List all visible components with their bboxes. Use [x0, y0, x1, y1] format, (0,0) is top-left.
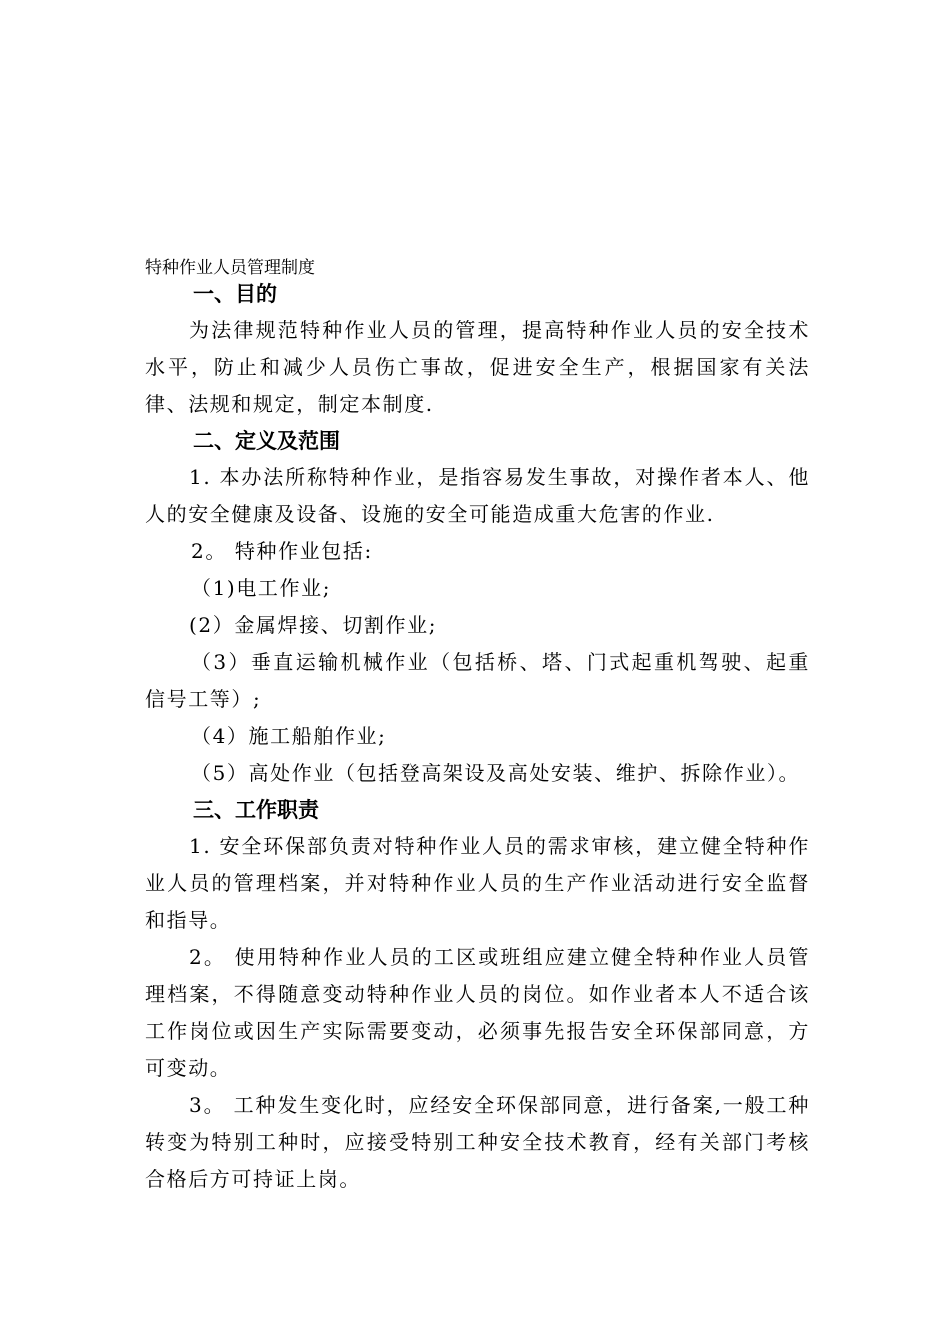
section-heading-purpose: 一、目的 [193, 282, 277, 306]
scope-item-electrical: （1)电工作业; [191, 576, 332, 600]
scope-item-welding: (2）金属焊接、切割作业; [189, 613, 438, 637]
document-body [145, 276, 810, 1198]
section-heading-responsibilities: 三、工作职责 [193, 798, 319, 822]
document-title: 特种作业人员管理制度 [145, 258, 315, 278]
scope-intro-paragraph: 2。 特种作业包括: [191, 539, 373, 563]
responsibility-paragraph-2: 2。 使用特种作业人员的工区或班组应建立健全特种作业人员管理档案，不得随意变动特种作业人员的岗位。如作业者本人不适合该工作岗位或因生产实际需要变动，必须事先报告安全环保部同意，方可变动。 [145, 945, 810, 1080]
purpose-paragraph: 为法律规范特种作业人员的管理，提高特种作业人员的安全技术水平，防止和减少人员伤亡事故，促进安全生产，根据国家有关法律、法规和规定，制定本制度. [145, 318, 810, 416]
scope-item-height-work: （5）高处作业（包括登高架设及高处安装、维护、拆除作业）。 [191, 761, 801, 785]
scope-item-vessel: （4）施工船舶作业; [191, 724, 387, 748]
section-heading-definition-scope: 二、定义及范围 [193, 429, 340, 453]
responsibility-paragraph-1: 1. 安全环保部负责对特种作业人员的需求审核，建立健全特种作业人员的管理档案，并对特种作业人员的生产作业活动进行安全监督和指导。 [145, 834, 810, 932]
responsibility-paragraph-3: 3。 工种发生变化时，应经安全环保部同意，进行备案,一般工种转变为特别工种时，应接受特别工种安全技术教育，经有关部门考核合格后方可持证上岗。 [145, 1093, 810, 1191]
scope-item-lifting: （3）垂直运输机械作业（包括桥、塔、门式起重机驾驶、起重信号工等）; [145, 650, 810, 711]
definition-paragraph: 1. 本办法所称特种作业，是指容易发生事故，对操作者本人、他人的安全健康及设备、设施的安全可能造成重大危害的作业. [145, 465, 810, 526]
